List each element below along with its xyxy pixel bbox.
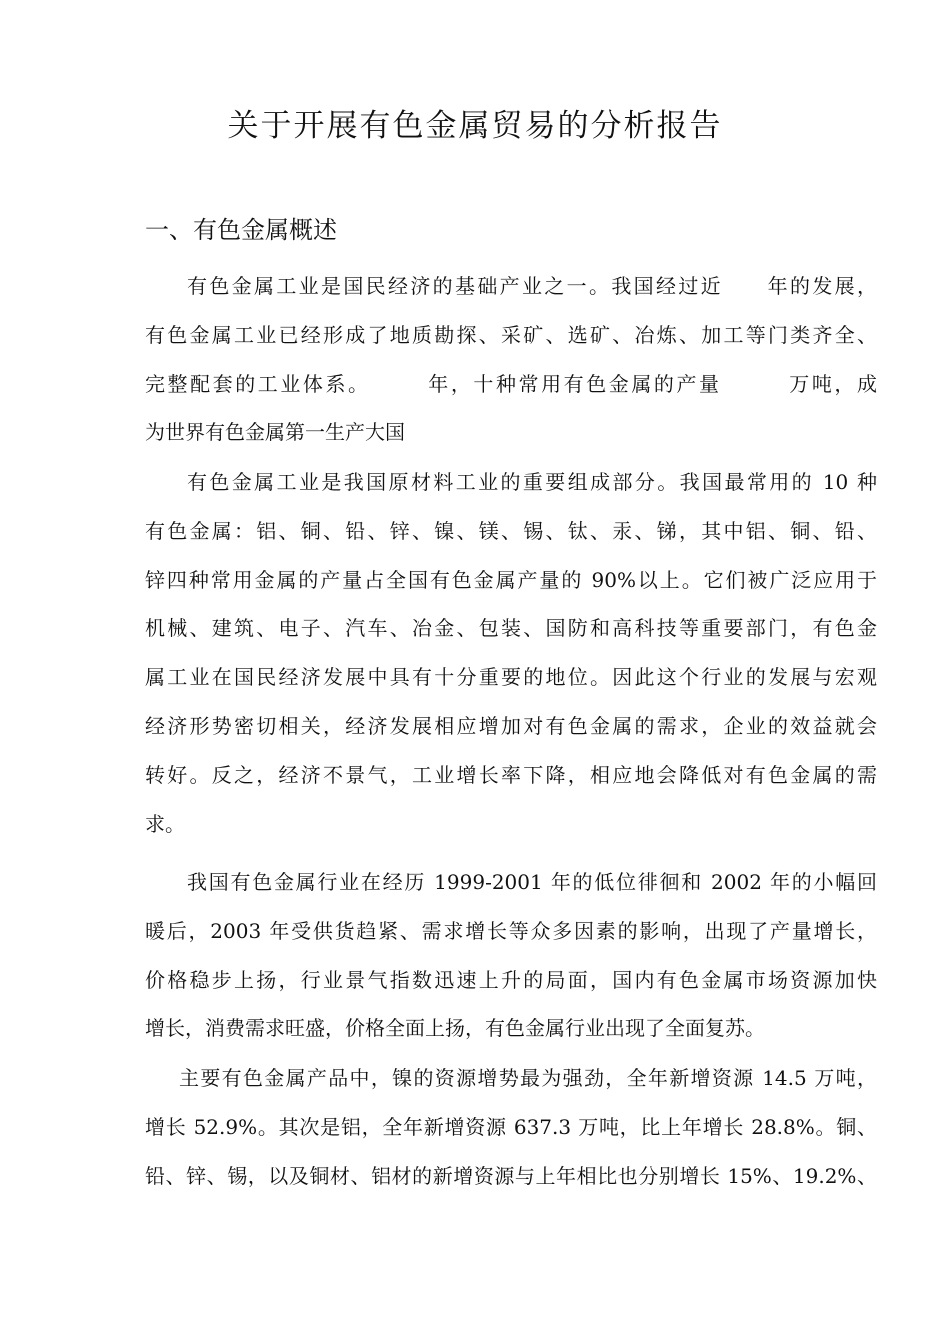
paragraph-3 — [145, 858, 877, 1053]
paragraph-line: 机械、建筑、电子、汽车、冶金、包装、国防和高科技等重要部门，有色金 — [145, 616, 877, 641]
paragraph-line: 价格稳步上扬，行业景气指数迅速上升的局面，国内有色金属市场资源加快 — [145, 967, 877, 992]
paragraph-1 — [145, 262, 877, 457]
paragraph-line: 有色金属工业是我国原材料工业的重要组成部分。我国最常用的 10 种 — [187, 470, 877, 494]
paragraph-line: 主要有色金属产品中，镍的资源增势最为强劲，全年新增资源 14.5 万吨， — [179, 1066, 877, 1090]
paragraph-4 — [145, 1054, 877, 1200]
paragraph-line: 有色金属工业已经形成了地质勘探、采矿、选矿、冶炼、加工等门类齐全、 — [145, 322, 877, 347]
paragraph-line: 完整配套的工业体系。 年，十种常用有色金属的产量 万吨，成 — [145, 371, 877, 396]
paragraph-line: 我国有色金属行业在经历 1999-2001 年的低位徘徊和 2002 年的小幅回 — [187, 870, 877, 894]
paragraph-line: 有色金属工业是国民经济的基础产业之一。我国经过近 年的发展， — [187, 274, 877, 298]
paragraph-2 — [145, 458, 877, 848]
paragraph-line: 锌四种常用金属的产量占全国有色金属产量的 90%以上。它们被广泛应用于 — [145, 567, 877, 592]
paragraph-line: 求。 — [145, 811, 185, 836]
paragraph-line: 属工业在国民经济发展中具有十分重要的地位。因此这个行业的发展与宏观 — [145, 665, 877, 690]
paragraph-line: 经济形势密切相关，经济发展相应增加对有色金属的需求，企业的效益就会 — [145, 713, 877, 738]
paragraph-line: 增长 52.9%。其次是铝，全年新增资源 637.3 万吨，比上年增长 28.8%。铜、 — [145, 1114, 877, 1139]
paragraph-line: 为世界有色金属第一生产大国 — [145, 420, 405, 445]
paragraph-line: 有色金属：铝、铜、铅、锌、镍、镁、锡、钛、汞、锑，其中铝、铜、铅、 — [145, 518, 877, 543]
document-title: 关于开展有色金属贸易的分析报告 — [227, 108, 723, 144]
paragraph-line: 铅、锌、锡，以及铜材、铝材的新增资源与上年相比也分别增长 15%、19.2%、 — [145, 1163, 877, 1188]
section-heading: 一、有色金属概述 — [145, 216, 337, 244]
paragraph-line: 增长，消费需求旺盛，价格全面上扬，有色金属行业出现了全面复苏。 — [145, 1016, 765, 1041]
paragraph-line: 暖后，2003 年受供货趋紧、需求增长等众多因素的影响，出现了产量增长， — [145, 918, 877, 943]
paragraph-line: 转好。反之，经济不景气，工业增长率下降，相应地会降低对有色金属的需 — [145, 762, 877, 787]
